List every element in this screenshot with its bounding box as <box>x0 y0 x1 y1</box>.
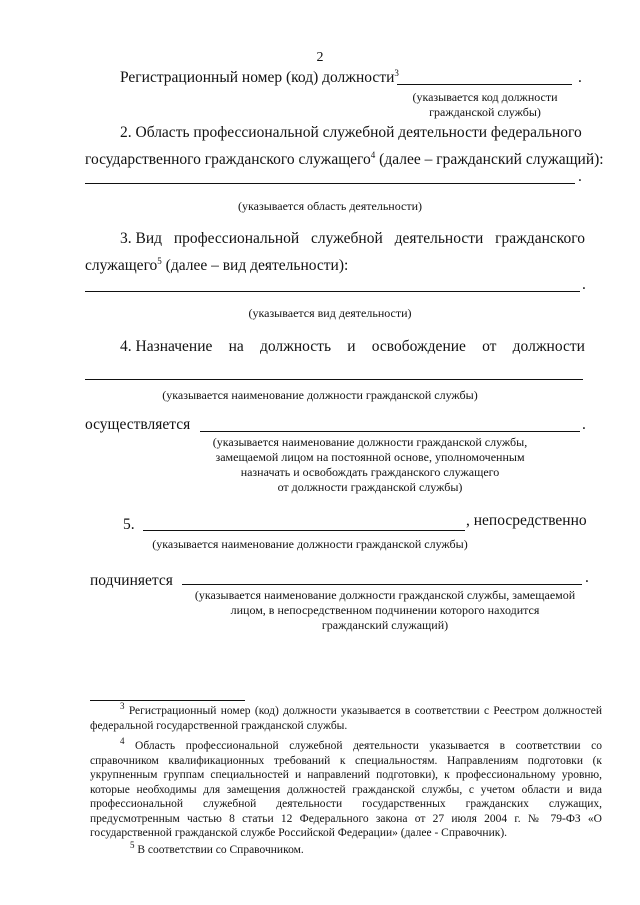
section-5-number: 5. <box>123 516 135 533</box>
section-5-sub-blank[interactable] <box>182 584 582 585</box>
section-3-hint: (указывается вид деятельности) <box>248 306 412 320</box>
section-3-word-5: гражданского <box>495 230 585 247</box>
footnote-4 <box>90 736 602 841</box>
footnote-5 <box>90 839 602 858</box>
section-4-word-2: на <box>228 338 244 355</box>
section-5-sub-hint-line-1: (указывается наименование должности гражданской службы, замещаемой <box>194 588 576 602</box>
section-4-exec-hint-line-3: назначать и освобождать гражданского служащего <box>240 465 500 479</box>
section-2-line-2-tail: (далее – гражданский служащий): <box>375 151 604 168</box>
section-4-exec-label: осуществляется <box>85 416 191 433</box>
section-5-hint: (указывается наименование должности гражданской службы) <box>152 537 468 551</box>
registration-hint-line-1: (указывается код должности <box>412 90 558 104</box>
section-5-sub-end: . <box>585 569 589 586</box>
registration-hint <box>390 90 580 120</box>
section-4-word-6: от <box>482 338 497 355</box>
section-5-position-blank[interactable] <box>143 530 465 531</box>
section-4-hint: (указывается наименование должности гражданской службы) <box>162 388 478 402</box>
footnote-5-text: В соответствии со Справочником. <box>134 843 304 856</box>
registration-label <box>120 68 399 87</box>
section-5-after: , непосредственно <box>466 512 587 529</box>
section-5-sub-hint <box>175 588 595 633</box>
section-3-kind-blank[interactable] <box>85 291 580 292</box>
section-3-line-2 <box>85 256 348 275</box>
section-2-hint: (указывается область деятельности) <box>237 199 423 213</box>
registration-hint-line-2: гражданской службы) <box>429 105 541 119</box>
section-4-exec-hint-line-4: от должности гражданской службы) <box>277 480 463 494</box>
footnote-ref-5: 5 <box>157 255 162 266</box>
section-5-sub-hint-line-2: лицом, в непосредственном подчинении которого находится <box>230 603 540 617</box>
registration-label-text: Регистрационный номер (код) должности <box>120 69 395 86</box>
section-4-exec-hint <box>190 435 550 495</box>
footnote-ref-3: 3 <box>394 67 399 78</box>
section-3-end: . <box>582 276 586 293</box>
section-4-exec-end: . <box>582 416 586 433</box>
section-4-line-1 <box>120 337 585 356</box>
section-3-line-1 <box>120 229 585 248</box>
section-2-line-2 <box>85 150 604 169</box>
section-4-exec-blank[interactable] <box>200 431 580 432</box>
footnote-3 <box>90 701 602 733</box>
section-3-word-2: профессиональной <box>173 230 300 247</box>
section-4-word-1: 4. Назначение <box>120 338 213 355</box>
section-3-word-3: служебной <box>311 230 383 247</box>
section-3-line-2-text: служащего <box>85 257 158 274</box>
footnote-3-mark: 3 <box>120 701 125 712</box>
section-3-word-1: 3. Вид <box>120 230 163 247</box>
footnote-3-text: Регистрационный номер (код) должности указывается в соответствии с Реестром должностей федеральной государственной гражданской службы. <box>90 705 602 732</box>
footnote-4-mark: 4 <box>120 736 125 747</box>
section-4-position-blank[interactable] <box>85 379 583 380</box>
footnote-4-text: Область профессиональной служебной деятельности указывается в соответствии со справочником квалификационных требований к специальностям. Направлениям подготовки (к укрупненным группам специальностей и направлений подготовки), к профессиональному уровню, которые необходимы для замещения должностей гражданской службы, с учетом области и вида профессиональной служебной деятельности государственных гражданских служащих, предусмотренным частью 8 статьи 12 Федерального закона от 27 июля 2004 г. № 79-ФЗ «О государственной гражданской службе Российской Федерации» (далее - Справочник). <box>90 740 602 839</box>
section-4-word-3: должность <box>260 338 332 355</box>
section-3-word-4: деятельности <box>394 230 484 247</box>
section-4-word-7: должности <box>512 338 585 355</box>
section-4-word-4: и <box>347 338 356 355</box>
registration-end: . <box>578 69 582 86</box>
page-number: 2 <box>316 50 324 65</box>
section-5-sub-label: подчиняется <box>90 572 173 589</box>
section-2-line-2-text: государственного гражданского служащего <box>85 151 371 168</box>
footnotes <box>90 701 602 857</box>
section-2-area-blank[interactable] <box>85 183 575 184</box>
section-4-word-5: освобождение <box>371 338 466 355</box>
footnote-ref-4: 4 <box>370 149 376 160</box>
section-2-end: . <box>578 168 582 185</box>
section-4-exec-hint-line-2: замещаемой лицом на постоянной основе, уполномоченным <box>215 450 525 464</box>
section-3-line-2-tail: (далее – вид деятельности): <box>161 257 349 274</box>
section-2-line-1: 2. Область профессиональной служебной деятельности федерального <box>120 124 582 141</box>
section-5-sub-hint-line-3: гражданский служащий) <box>321 618 449 632</box>
footnote-5-mark: 5 <box>130 839 135 850</box>
section-4-exec-hint-line-1: (указывается наименование должности гражданской службы, <box>212 435 528 449</box>
footnote-separator <box>90 700 245 701</box>
registration-code-blank[interactable] <box>397 84 572 85</box>
